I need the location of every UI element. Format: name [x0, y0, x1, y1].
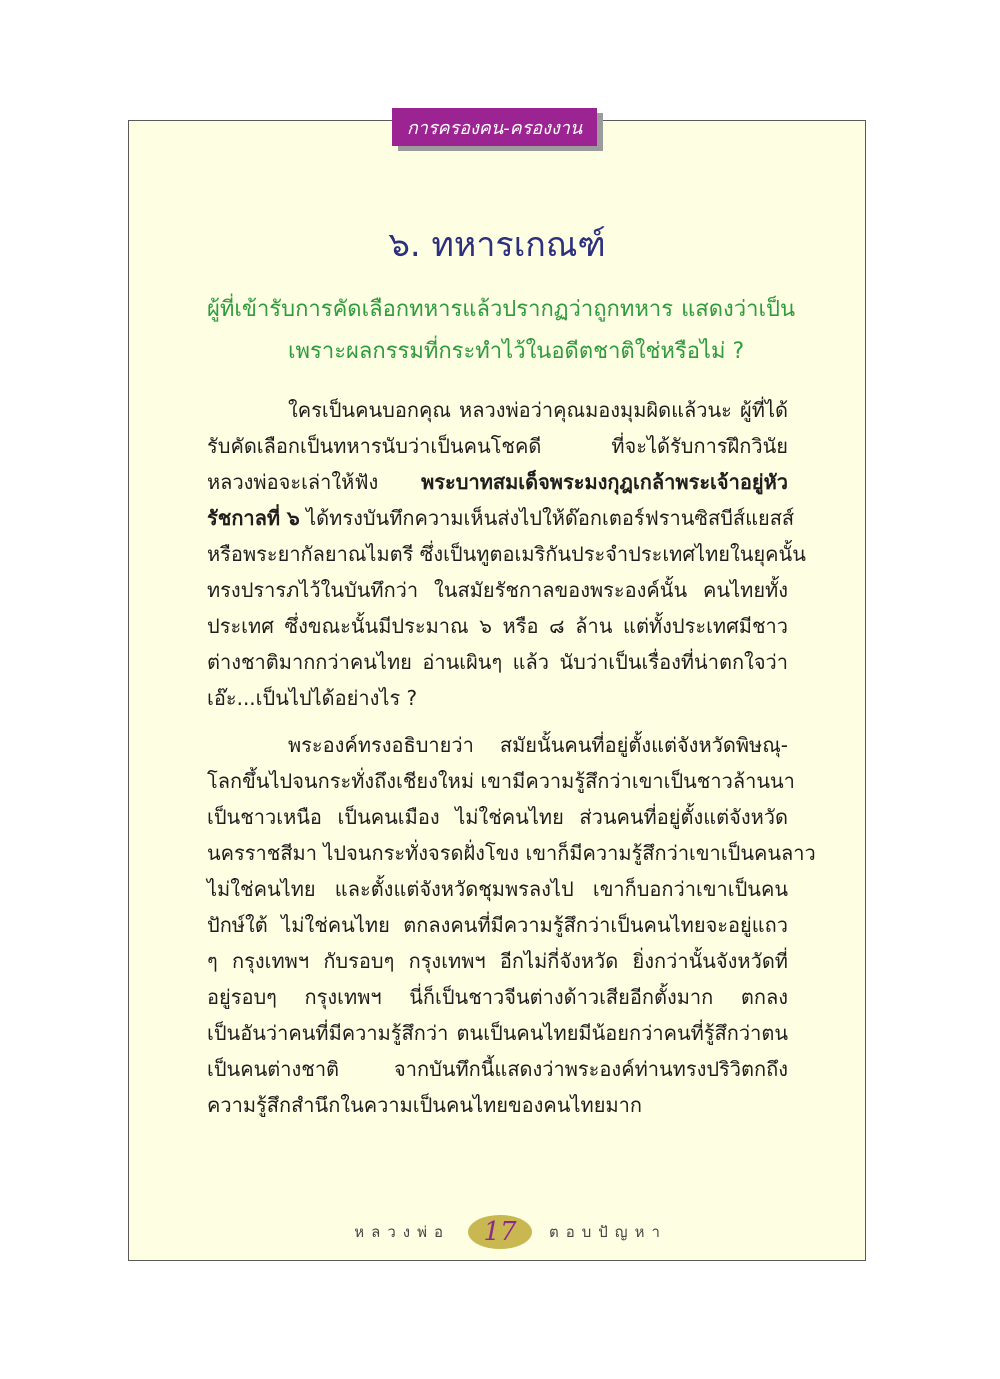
body-line: ประเทศ ซึ่งขณะนั้นมีประมาณ ๖ หรือ ๘ ล้าน แต่ทั้งประเทศมีชาว	[207, 614, 788, 638]
body-bold-segment: รัชกาลที่ ๖	[207, 506, 300, 530]
body-paragraph-2	[207, 727, 816, 1123]
body-line: เป็นชาวเหนือ เป็นคนเมือง ไม่ใช่คนไทย ส่วนคนที่อยู่ตั้งแต่จังหวัด	[207, 805, 788, 829]
body-line: ต่างชาติมากกว่าคนไทย อ่านเผินๆ แล้ว นับว่าเป็นเรื่องที่น่าตกใจว่า	[207, 650, 788, 674]
body-line: โลกขึ้นไปจนกระทั่งถึงเชียงใหม่ เขามีความรู้สึกว่าเขาเป็นชาวล้านนา	[207, 769, 795, 793]
body-line: ปักษ์ใต้ ไม่ใช่คนไทย ตกลงคนที่มีความรู้สึกว่าเป็นคนไทยจะอยู่แถว	[207, 913, 788, 937]
body-line: รับคัดเลือกเป็นทหารนับว่าเป็นคนโชคดี ที่จะได้รับการฝึกวินัย	[207, 434, 788, 458]
footer-book-title-left: หลวงพ่อ	[354, 1223, 450, 1241]
page-number: 17	[483, 1217, 517, 1247]
body-line: หรือพระยากัลยาณไมตรี ซึ่งเป็นทูตอเมริกันประจำประเทศไทยในยุคนั้น	[207, 542, 806, 566]
page-number-badge	[468, 1215, 532, 1249]
body-line: เป็นอันว่าคนที่มีความรู้สึกว่า ตนเป็นคนไทยมีน้อยกว่าคนที่รู้สึกว่าตน	[207, 1021, 788, 1045]
body-line: ทรงปรารภไว้ในบันทึกว่า ในสมัยรัชกาลของพระองค์นั้น คนไทยทั้ง	[207, 578, 788, 602]
page-title: ๖. ทหารเกณฑ์	[388, 225, 606, 265]
question-line: ผู้ที่เข้ารับการคัดเลือกทหารแล้วปรากฏว่าถูกทหาร แสดงว่าเป็น	[207, 297, 795, 322]
body-line: เอ๊ะ...เป็นไปได้อย่างไร ?	[207, 686, 418, 710]
body-line: เป็นคนต่างชาติ จากบันทึกนี้แสดงว่าพระองค์ท่านทรงปริวิตกถึง	[207, 1057, 788, 1081]
body-bold-segment: พระบาทสมเด็จพระมงกุฎเกล้าพระเจ้าอยู่หัว	[421, 470, 788, 494]
body-line: นครราชสีมา ไปจนกระทั่งจรดฝั่งโขง เขาก็มีความรู้สึกว่าเขาเป็นคนลาว	[207, 841, 816, 865]
body-line	[207, 464, 788, 500]
body-line	[207, 500, 795, 536]
body-line: พระองค์ทรงอธิบายว่า สมัยนั้นคนที่อยู่ตั้งแต่จังหวัดพิษณุ-	[288, 733, 788, 757]
chapter-tab	[392, 108, 597, 146]
body-text-segment: หลวงพ่อจะเล่าให้ฟัง	[207, 470, 379, 494]
body-line: ใครเป็นคนบอกคุณ หลวงพ่อว่าคุณมองมุมผิดแล้วนะ ผู้ที่ได้	[288, 398, 788, 422]
body-line: ความรู้สึกสำนึกในความเป็นคนไทยของคนไทยมาก	[207, 1093, 642, 1117]
chapter-tab-label: การครองคน-ครองงาน	[406, 117, 583, 139]
body-paragraph-1	[207, 392, 806, 716]
footer-book-title-right: ตอบปัญหา	[549, 1223, 667, 1241]
body-line: อยู่รอบๆ กรุงเทพฯ นี่ก็เป็นชาวจีนต่างด้าวเสียอีกตั้งมาก ตกลง	[207, 985, 788, 1009]
body-text-segment: ได้ทรงบันทึกความเห็นส่งไปให้ด๊อกเตอร์ฟรานซิสบีส์แยสส์	[306, 506, 795, 530]
body-line: ไม่ใช่คนไทย และตั้งแต่จังหวัดชุมพรลงไป เขาก็บอกว่าเขาเป็นคน	[207, 877, 788, 901]
question-line: เพราะผลกรรมที่กระทำไว้ในอดีตชาติใช่หรือไม่ ?	[288, 339, 745, 364]
body-line: ๆ กรุงเทพฯ กับรอบๆ กรุงเทพฯ อีกไม่กี่จังหวัด ยิ่งกว่านั้นจังหวัดที่	[207, 949, 788, 973]
